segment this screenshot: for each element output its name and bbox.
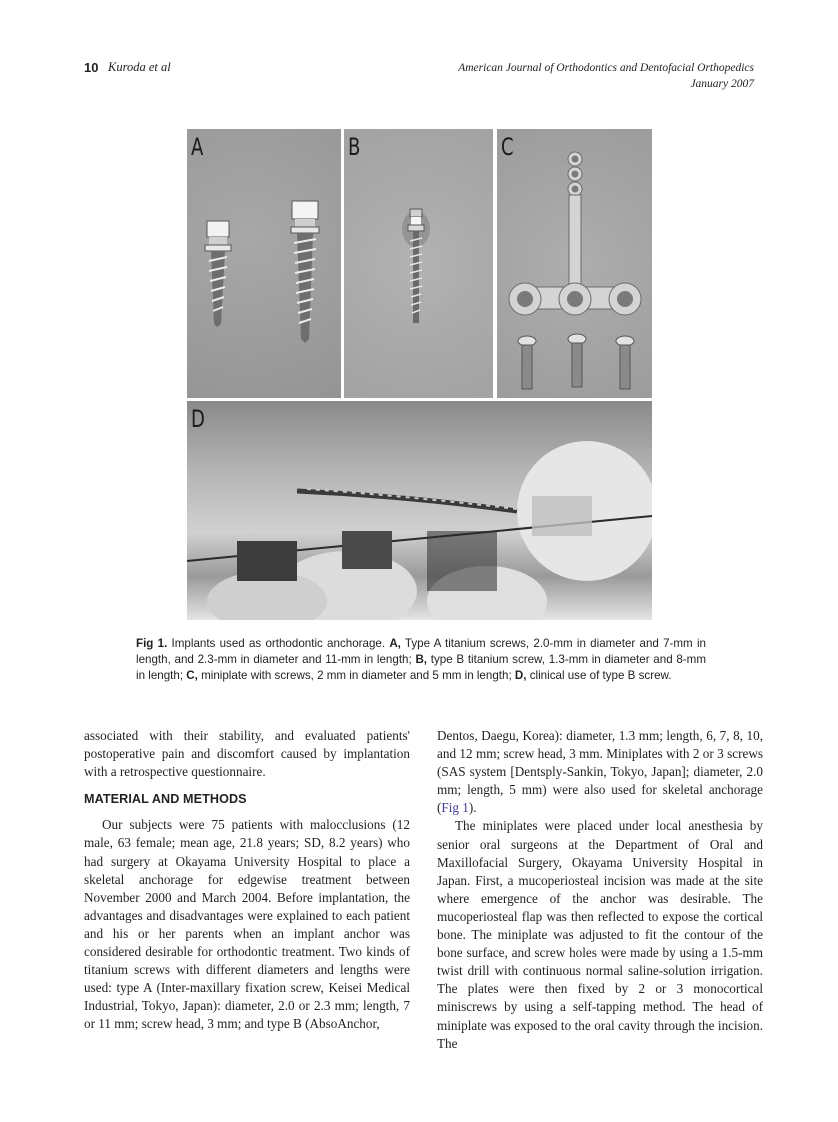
panel-label: B [348, 133, 361, 161]
caption-d-text: clinical use of type B screw. [526, 669, 672, 682]
running-head [84, 60, 754, 96]
caption-c-label: C, [186, 669, 198, 682]
clinical-photo-illustration [187, 401, 652, 620]
body-column-right [437, 727, 763, 1053]
paragraph: associated with their stability, and evaluated patients' postoperative pain and discomfort caused by implantation with a retrospective questionnaire. [84, 728, 410, 780]
caption-intro: Implants used as orthodontic anchorage. [167, 637, 390, 650]
journal-title: American Journal of Orthodontics and Dentofacial Orthopedics [458, 62, 754, 74]
page-number: 10 [84, 60, 99, 75]
miniplate-illustration [497, 129, 652, 398]
panel-label: C [501, 133, 514, 161]
figure-link[interactable]: Fig 1 [441, 800, 469, 816]
paragraph-text: Dentos, Daegu, Korea): diameter, 1.3 mm; length, 6, 7, 8, 10, and 12 mm; screw head, 3 mm. Miniplates with 2 or 3 screws (SAS system [Dentsply-Sankin, Tokyo, Japan]; diameter, 2.0 mm; length, 5 mm) were also used for skeletal anchorage ( [437, 728, 763, 816]
caption-c-text: miniplate with screws, 2 mm in diameter and 5 mm in length; [197, 669, 515, 682]
journal-issue: January 2007 [690, 78, 754, 90]
body-column-left [84, 727, 410, 1034]
figure-1 [187, 129, 652, 620]
section-heading: MATERIAL AND METHODS [84, 792, 247, 807]
caption-a-label: A, [389, 637, 401, 650]
screw-illustration [344, 129, 493, 398]
panel-label: D [191, 405, 205, 433]
panel-label: A [191, 133, 204, 161]
paragraph: The miniplates were placed under local anesthesia by senior oral surgeons at the Department of Oral and Maxillofacial Surgery, Okayama University Hospital in Japan. First, a mucoperiosteal incision was made at the site where emergence of the anchor was desirable. The mucoperiosteal flap was then reflected to expose the cortical bone. The miniplate was adjusted to fit the contour of the bone surface, and screw holes were made by using a 1.5-mm twist drill with continuous normal saline-solution irrigation. The plates were then fixed by 2 or 3 monocortical miniscrews by using a self-tapping method. The head of miniplate was exposed to the oral cavity through the incision. The [437, 818, 763, 1051]
figure-panel-d [187, 401, 652, 620]
paragraph [437, 727, 763, 817]
figure-panel-a [187, 129, 341, 398]
caption-d-label: D, [514, 669, 527, 682]
running-head-authors: Kuroda et al [108, 60, 171, 74]
figure-panel-c [497, 129, 652, 398]
running-head-journal [458, 60, 754, 92]
caption-b-text: type B titanium screw, 1.3-mm in diameter and 8-mm in length; [136, 653, 706, 682]
figure-caption [136, 636, 706, 684]
paragraph-text: ). [468, 800, 477, 816]
screw-illustration [187, 129, 341, 398]
figure-panel-b [344, 129, 493, 398]
paragraph: Our subjects were 75 patients with malocclusions (12 male, 63 female; mean age, 21.8 years; SD, 8.2 years) who had surgery at Okayama University Hospital to place a skeletal anchorage for edgewise treatment between November 2000 and March 2004. Before implantation, the advantages and disadvantages were explained to each patient and his or her parents when an implant anchor was considered desirable for orthodontic treatment. Two kinds of titanium screws with different diameters and lengths were used: type A (Inter-maxillary fixation screw, Keisei Medical Industrial, Tokyo, Japan): diameter, 2.0 or 2.3 mm; length, 7 or 11 mm; screw head, 3 mm; and type B (AbsoAnchor, [84, 817, 410, 1032]
caption-label: Fig 1. [136, 637, 168, 650]
caption-b-label: B, [415, 653, 428, 666]
caption-a-text: Type A titanium screws, 2.0-mm in diameter and 7-mm in length, and 2.3-mm in diameter and 11-mm in length; [136, 637, 706, 666]
